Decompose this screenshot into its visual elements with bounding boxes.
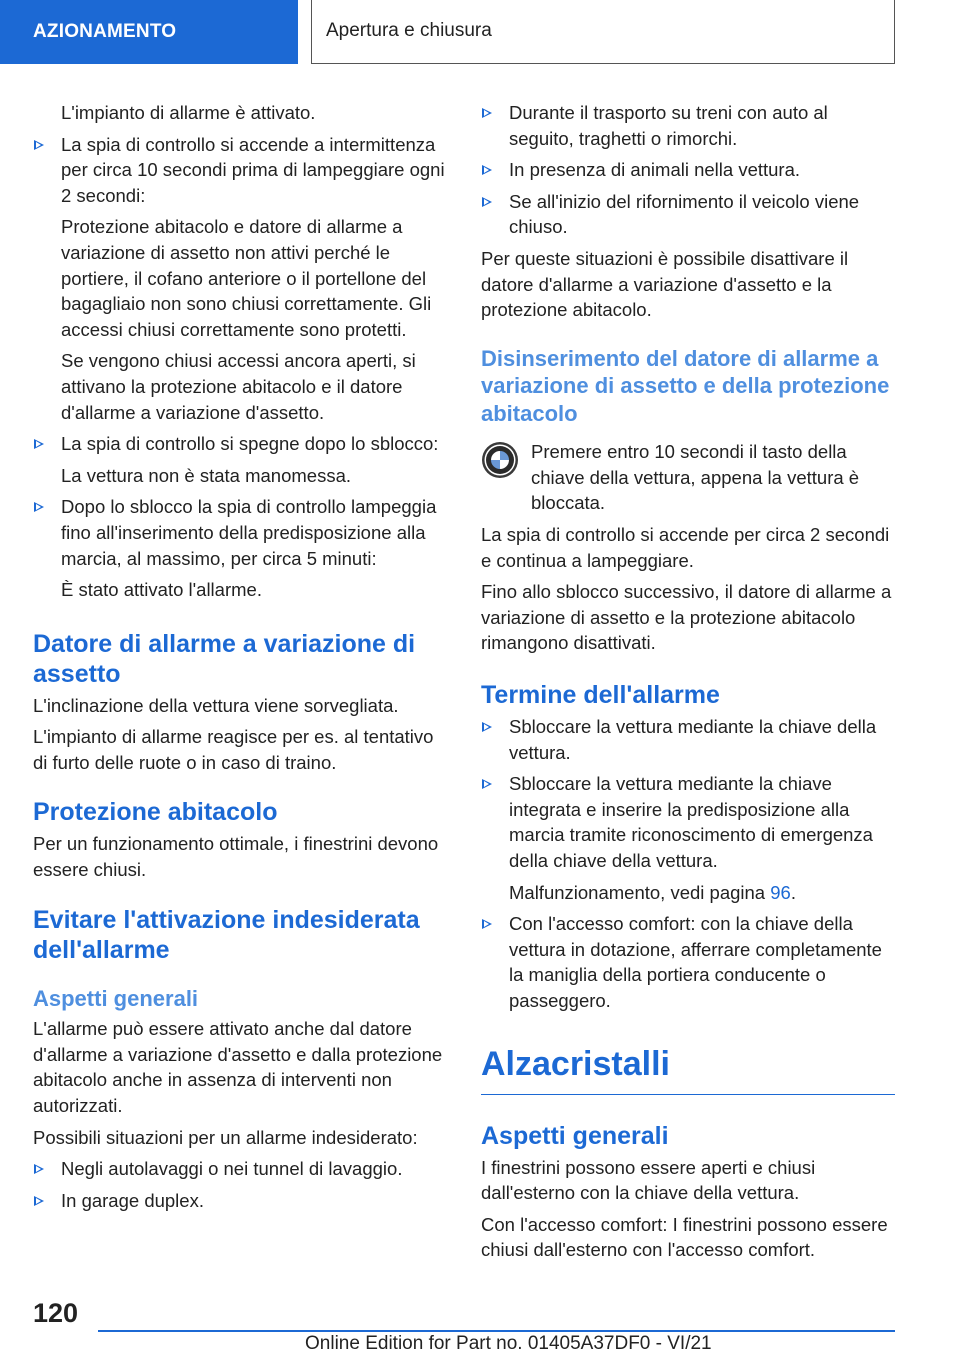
triangle-bullet-icon: [482, 779, 492, 789]
edition-note: Online Edition for Part no. 01405A37DF0 - VI/21: [305, 1333, 712, 1354]
paragraph: L'inclinazione della vettura viene sorvegliata.: [33, 694, 399, 716]
paragraph: Protezione abitacolo e datore di allarme a variazione di assetto non attivi perché le portiere, il cofano anteriore o il portellone del bagagliaio non sono chiusi correttamente. Gli accessi chiusi correttamente sono protetti.: [61, 216, 432, 340]
page-link[interactable]: 96: [770, 881, 791, 903]
paragraph: L'impianto di allarme reagisce per es. al tentativo di furto delle ruote o in caso di traino.: [33, 726, 434, 773]
list-item: Se all'inizio del rifornimento il veicolo viene chiuso.: [481, 189, 895, 240]
paragraph: Malfunzionamento, vedi pagina 96.: [509, 881, 796, 903]
paragraph: Fino allo sblocco successivo, il datore di allarme a variazione di assetto e la protezione abitacolo rimangono disattivati.: [481, 581, 892, 654]
section-tab: AZIONAMENTO: [0, 0, 298, 64]
triangle-bullet-icon: [34, 1164, 44, 1174]
list-item: Sbloccare la vettura mediante la chiave integrata e inserire la predisposizione alla marcia tramite riconoscimento di emergenza della chiave della vettura.: [481, 771, 895, 873]
triangle-bullet-icon: [34, 140, 44, 150]
list-item: La spia di controllo si accende a intermittenza per circa 10 secondi prima di lampeggiare ogni 2 secondi:: [33, 132, 448, 209]
right-column: [481, 100, 895, 1263]
section-heading: Protezione abitacolo: [33, 798, 278, 827]
section-heading: Evitare l'attivazione indesiderata dell'allarme: [33, 905, 420, 964]
page-header: [0, 0, 960, 66]
bmw-key-button-icon: [481, 441, 519, 479]
left-column: [33, 100, 448, 1213]
key-instruction: [481, 439, 895, 516]
paragraph: Per un funzionamento ottimale, i finestrini devono essere chiusi.: [33, 833, 439, 881]
list-item: In presenza di animali nella vettura.: [481, 157, 895, 183]
section-heading: Aspetti generali: [481, 1121, 669, 1150]
triangle-bullet-icon: [482, 197, 492, 207]
triangle-bullet-icon: [34, 1196, 44, 1206]
paragraph: Con l'accesso comfort: I finestrini possono essere chiusi dall'esterno con l'accesso comfort.: [481, 1213, 888, 1261]
section-heading: Termine dell'allarme: [481, 681, 720, 709]
triangle-bullet-icon: [482, 919, 492, 929]
page-number: 120: [33, 1298, 79, 1328]
triangle-bullet-icon: [34, 439, 44, 449]
paragraph: La vettura non è stata manomessa.: [61, 464, 352, 486]
paragraph: Per queste situazioni è possibile disattivare il datore d'allarme a variazione d'assetto e la protezione abitacolo.: [481, 247, 849, 321]
triangle-bullet-icon: [482, 722, 492, 732]
triangle-bullet-icon: [482, 165, 492, 175]
subsection-heading: Disinserimento del datore di allarme a variazione di assetto e della protezione abitacolo: [481, 345, 890, 426]
paragraph: I finestrini possono essere aperti e chiusi dall'esterno con la chiave della vettura.: [481, 1156, 816, 1204]
list-item: Dopo lo sblocco la spia di controllo lampeggia fino all'inserimento della predisposizione alla marcia, al massimo, per circa 5 minuti:: [33, 494, 448, 571]
list-item: Durante il trasporto su treni con auto al seguito, traghetti o rimorchi.: [481, 100, 895, 151]
subsection-heading: Aspetti generali: [33, 985, 199, 1011]
triangle-bullet-icon: [482, 108, 492, 118]
list-item: La spia di controllo si spegne dopo lo sblocco:: [33, 431, 448, 457]
list-item: Negli autolavaggi o nei tunnel di lavaggio.: [33, 1156, 448, 1182]
paragraph: La spia di controllo si accende per circa 2 secondi e continua a lampeggiare.: [481, 524, 890, 571]
triangle-bullet-icon: [34, 502, 44, 512]
chapter-title: Apertura e chiusura: [311, 0, 895, 64]
paragraph: È stato attivato l'allarme.: [61, 579, 262, 601]
section-heading: Datore di allarme a variazione di assetto: [33, 629, 416, 688]
footer-divider: [98, 1330, 895, 1332]
chapter-heading: Alzacristalli: [481, 1044, 895, 1095]
paragraph: L'allarme può essere attivato anche dal datore d'allarme a variazione d'assetto e dalla protezione abitacolo anche in assenza di interventi non autorizzati.: [33, 1018, 443, 1116]
paragraph: Se vengono chiusi accessi ancora aperti, si attivano la protezione abitacolo e il datore d'allarme a variazione d'assetto.: [61, 350, 416, 423]
list-item: In garage duplex.: [33, 1188, 448, 1214]
paragraph: Premere entro 10 secondi il tasto della chiave della vettura, appena la vettura è bloccata.: [531, 441, 860, 514]
list-item: Sbloccare la vettura mediante la chiave della vettura.: [481, 714, 895, 765]
list-item: Con l'accesso comfort: con la chiave della vettura in dotazione, afferrare completamente la maniglia della portiera conducente o passeggero.: [481, 911, 895, 1013]
paragraph: Possibili situazioni per un allarme indesiderato:: [33, 1126, 418, 1148]
paragraph: L'impianto di allarme è attivato.: [61, 102, 316, 123]
